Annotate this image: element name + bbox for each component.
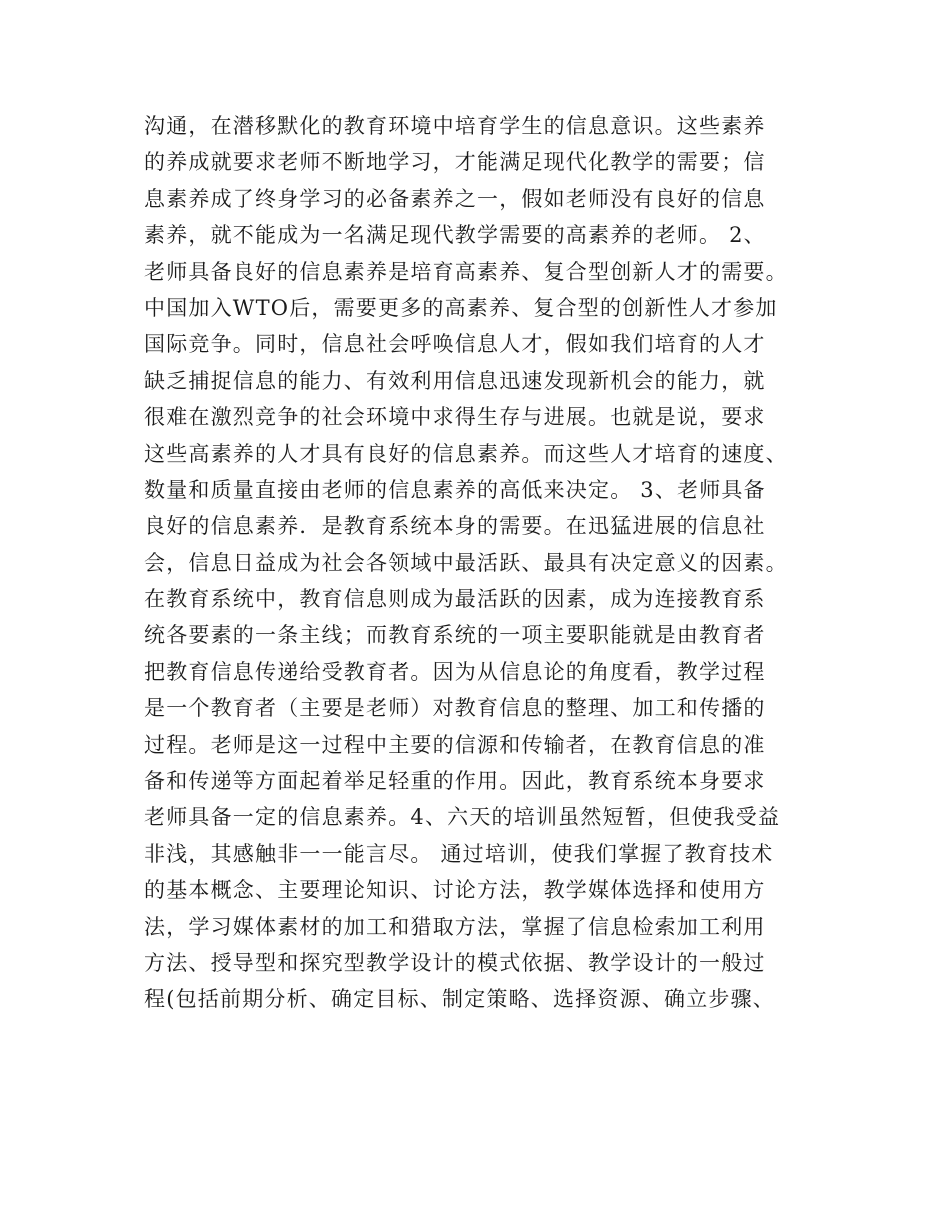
text-line: 良好的信息素养．是教育系统本身的需要。在迅猛进展的信息社 <box>144 514 766 539</box>
text-line: 中国加入WTO后，需要更多的高素养、复合型的创新性人才参加 <box>144 295 778 320</box>
text-line: 数量和质量直接由老师的信息素养的高低来决定。 3、老师具备 <box>144 477 766 502</box>
text-line: 方法、授导型和探究型教学设计的模式依据、教学设计的一般过 <box>144 950 766 975</box>
text-line: 法，学习媒体素材的加工和猎取方法，掌握了信息检索加工利用 <box>144 914 766 939</box>
text-line: 程(包括前期分析、确定目标、制定策略、选择资源、确立步骤、 <box>144 987 775 1012</box>
text-line: 非浅，其感触非一一能言尽。 通过培训，使我们掌握了教育技术 <box>144 841 774 866</box>
text-line: 素养，就不能成为一名满足现代教学需要的高素养的老师。 2、 <box>144 223 766 248</box>
text-line: 在教育系统中，教育信息则成为最活跃的因素，成为连接教育系 <box>144 587 766 612</box>
text-line: 老师具备良好的信息素养是培育高素养、复合型创新人才的需要。 <box>144 259 788 284</box>
body-text <box>144 108 814 1018</box>
text-line: 这些高素养的人才具有良好的信息素养。而这些人才培育的速度、 <box>144 441 788 466</box>
text-line: 缺乏捕捉信息的能力、有效利用信息迅速发现新机会的能力，就 <box>144 368 766 393</box>
text-line: 很难在激烈竞争的社会环境中求得生存与进展。也就是说，要求 <box>144 405 766 430</box>
text-line: 统各要素的一条主线；而教育系统的一项主要职能就是由教育者 <box>144 623 766 648</box>
text-line: 是一个教育者（主要是老师）对教育信息的整理、加工和传播的 <box>144 696 766 721</box>
text-line: 老师具备一定的信息素养。4、六天的培训虽然短暂，但使我受益 <box>144 805 781 830</box>
text-line: 的基本概念、主要理论知识、讨论方法，教学媒体选择和使用方 <box>144 878 766 903</box>
text-line: 过程。老师是这一过程中主要的信源和传输者，在教育信息的准 <box>144 732 766 757</box>
text-line: 国际竞争。同时，信息社会呼唤信息人才，假如我们培育的人才 <box>144 332 766 357</box>
text-line: 息素养成了终身学习的必备素养之一，假如老师没有良好的信息 <box>144 186 766 211</box>
text-line: 沟通，在潜移默化的教育环境中培育学生的信息意识。这些素养 <box>144 114 766 138</box>
text-line: 的养成就要求老师不断地学习，才能满足现代化教学的需要；信 <box>144 150 766 175</box>
text-line: 备和传递等方面起着举足轻重的作用。因此，教育系统本身要求 <box>144 769 766 794</box>
text-line: 会，信息日益成为社会各领域中最活跃、最具有决定意义的因素。 <box>144 550 788 575</box>
text-line: 把教育信息传递给受教育者。因为从信息论的角度看，教学过程 <box>144 659 766 684</box>
